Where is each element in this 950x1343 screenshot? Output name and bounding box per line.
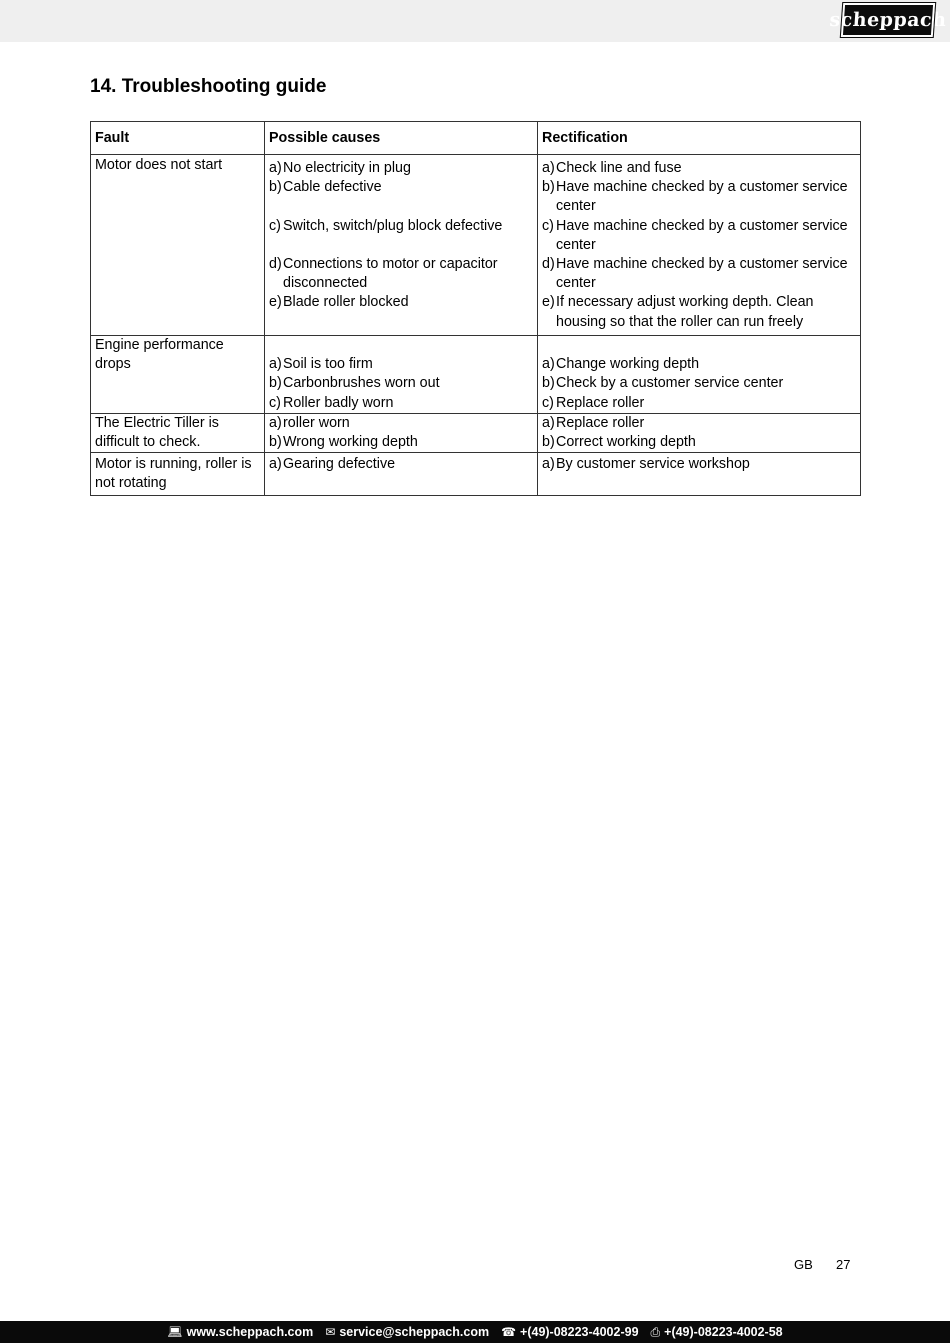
- page-title: 14. Troubleshooting guide: [90, 76, 327, 97]
- rectification-cell: [538, 155, 861, 336]
- language-code: GB: [794, 1257, 813, 1272]
- list-item: a) roller worn: [269, 414, 350, 431]
- list-item: a) Replace roller: [542, 414, 645, 431]
- rectification-cell: [538, 413, 861, 452]
- page-number: 27: [836, 1257, 851, 1272]
- troubleshooting-table: [90, 121, 861, 496]
- list-item: a) Gearing defective: [269, 456, 396, 473]
- table-header-row: [91, 122, 861, 155]
- header-bar: [0, 0, 950, 42]
- list-item: a) Check line and fuse: [542, 160, 682, 176]
- list-item: c) Replace roller: [542, 394, 645, 411]
- phone-icon: ☎︎: [501, 1325, 517, 1339]
- table-row: [91, 155, 861, 336]
- website-contact[interactable]: 💻︎ www.scheppach.com: [167, 1325, 314, 1339]
- list-item: a) Soil is too firm: [269, 356, 373, 373]
- list-item: b) Check by a customer service center: [542, 375, 784, 392]
- fault-cell: Motor does not start: [91, 155, 265, 336]
- column-header-fault: Fault: [91, 122, 265, 155]
- column-header-causes: Possible causes: [265, 122, 538, 155]
- list-item: c) Have machine checked by a customer service center: [542, 217, 848, 253]
- list-item: d) Have machine checked by a customer service center: [542, 256, 848, 292]
- phone-contact: ☎︎ +(49)-08223-4002-99: [501, 1325, 639, 1339]
- table-row: [91, 413, 861, 452]
- list-item: b) Have machine checked by a customer service center: [542, 179, 848, 215]
- list-item: b) Wrong working depth: [269, 434, 418, 450]
- list-item: b) Carbonbrushes worn out: [269, 375, 440, 392]
- causes-cell: [265, 336, 538, 414]
- list-item: a) No electricity in plug: [269, 160, 411, 176]
- email-icon: ✉︎: [325, 1325, 336, 1339]
- rectification-cell: [538, 453, 861, 496]
- list-item: a) By customer service workshop: [542, 456, 750, 473]
- fax-contact: ⎙ +(49)-08223-4002-58: [650, 1324, 783, 1339]
- fault-cell: Motor is running, roller is not rotating: [91, 453, 265, 496]
- table-row: [91, 336, 861, 414]
- list-item: e) If necessary adjust working depth. Clean housing so that the roller can run freely: [542, 294, 814, 330]
- causes-cell: [265, 155, 538, 336]
- column-header-rectification: Rectification: [538, 122, 861, 155]
- scheppach-logo: scheppach: [841, 3, 935, 37]
- fault-cell: Engine performance drops: [91, 336, 265, 414]
- email-contact[interactable]: ✉︎ service@scheppach.com: [325, 1325, 490, 1339]
- list-item: b) Cable defective: [269, 179, 382, 196]
- list-item: e) Blade roller blocked: [269, 294, 409, 311]
- causes-cell: [265, 453, 538, 496]
- list-item: a) Change working depth: [542, 356, 700, 373]
- computer-icon: 💻︎: [167, 1325, 183, 1339]
- list-item: d) Connections to motor or capacitor disconnected: [269, 255, 498, 292]
- list-item: c) Roller badly worn: [269, 394, 394, 411]
- fault-cell: The Electric Tiller is difficult to check.: [91, 413, 265, 452]
- rectification-cell: [538, 336, 861, 414]
- fax-icon: ⎙: [650, 1324, 661, 1339]
- table-row: [91, 453, 861, 496]
- contact-bar: [0, 1321, 950, 1343]
- list-item: c) Switch, switch/plug block defective: [269, 217, 503, 234]
- causes-cell: [265, 413, 538, 452]
- list-item: b) Correct working depth: [542, 434, 696, 450]
